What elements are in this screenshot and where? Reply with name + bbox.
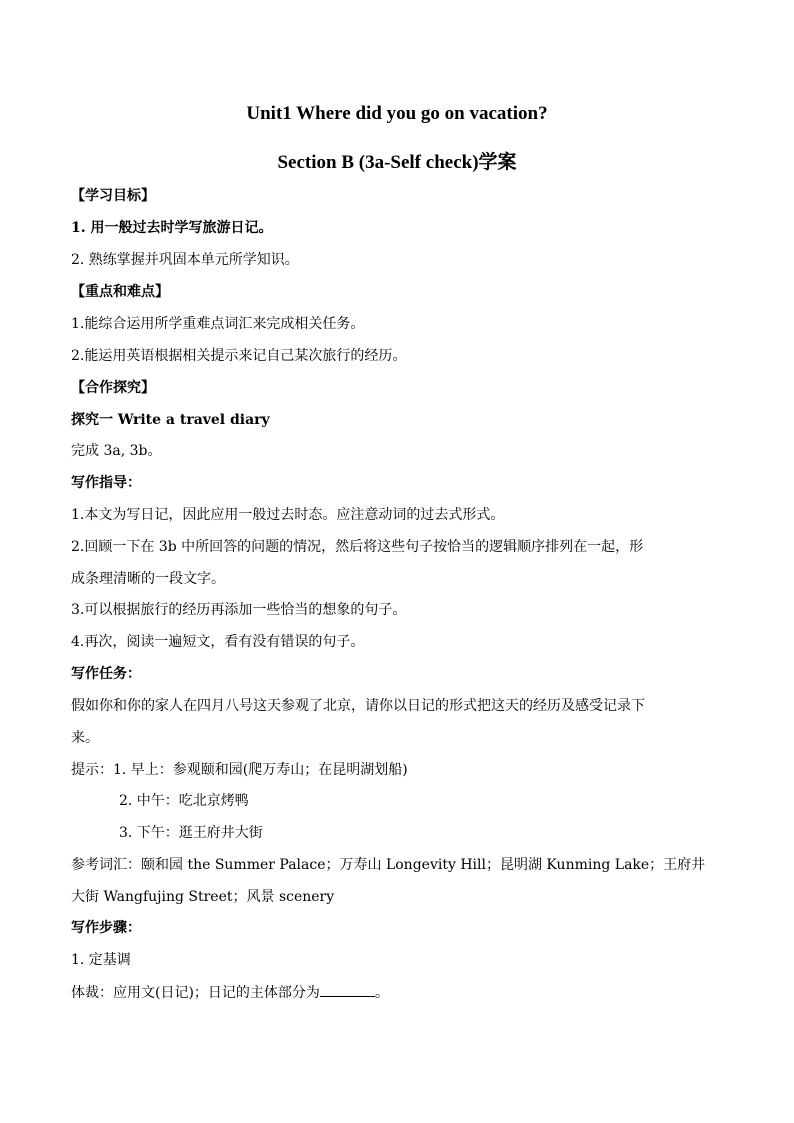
vocab-line-2: 大街 Wangfujing Street；风景 scenery bbox=[71, 889, 335, 905]
goal-item-2: 2. 熟练掌握并巩固本单元所学知识。 bbox=[71, 252, 299, 268]
hint-item-2: 2. 中午：吃北京烤鸭 bbox=[119, 793, 249, 809]
section-title: Section B (3a-Self check)学案 bbox=[277, 152, 517, 173]
genre-line bbox=[71, 982, 731, 1003]
task-heading: 写作任务： bbox=[71, 666, 141, 682]
page-title: Unit1 Where did you go on vacation? bbox=[246, 103, 548, 124]
steps-heading: 写作步骤： bbox=[71, 920, 141, 936]
guide-item-3: 3.可以根据旅行的经历再添加一些恰当的想象的句子。 bbox=[71, 602, 407, 618]
genre-text: 体裁：应用文(日记)；日记的主体部分为 bbox=[71, 985, 320, 1001]
key-points-heading: 【重点和难点】 bbox=[71, 284, 169, 300]
explore-instruction: 完成 3a, 3b。 bbox=[71, 443, 162, 459]
step-1: 1. 定基调 bbox=[71, 952, 131, 968]
task-text-line-1: 假如你和你的家人在四月八号这天参观了北京，请你以日记的形式把这天的经历及感受记录下 bbox=[71, 698, 645, 714]
guide-heading: 写作指导： bbox=[71, 475, 141, 491]
hint-item-3: 3. 下午：逛王府井大街 bbox=[119, 825, 263, 841]
goal-item-1: 1. 用一般过去时学写旅游日记。 bbox=[71, 220, 273, 236]
key-point-item-2: 2.能运用英语根据相关提示来记自己某次旅行的经历。 bbox=[71, 348, 407, 364]
goals-heading: 【学习目标】 bbox=[71, 188, 155, 204]
key-point-item-1: 1.能综合运用所学重难点词汇来完成相关任务。 bbox=[71, 316, 365, 332]
guide-item-2-line-1: 2.回顾一下在 3b 中所回答的问题的情况，然后将这些句子按恰当的逻辑顺序排列在一起，形 bbox=[71, 539, 644, 555]
vocab-line-1: 参考词汇：颐和园 the Summer Palace；万寿山 Longevity Hill；昆明湖 Kunming Lake；王府井 bbox=[71, 857, 706, 873]
task-text-line-2: 来。 bbox=[71, 730, 99, 746]
explore-heading: 【合作探究】 bbox=[71, 380, 155, 396]
genre-end: 。 bbox=[374, 985, 389, 1001]
explore-sub-heading: 探究一 Write a travel diary bbox=[71, 412, 270, 428]
hint-item-1: 提示：1. 早上：参观颐和园(爬万寿山；在昆明湖划船) bbox=[71, 762, 408, 778]
guide-item-1: 1.本文为写日记，因此应用一般过去时态。应注意动词的过去式形式。 bbox=[71, 507, 505, 523]
guide-item-2-line-2: 成条理清晰的一段文字。 bbox=[71, 571, 225, 587]
answer-blank[interactable] bbox=[320, 982, 375, 997]
guide-item-4: 4.再次，阅读一遍短文，看有没有错误的句子。 bbox=[71, 634, 365, 650]
